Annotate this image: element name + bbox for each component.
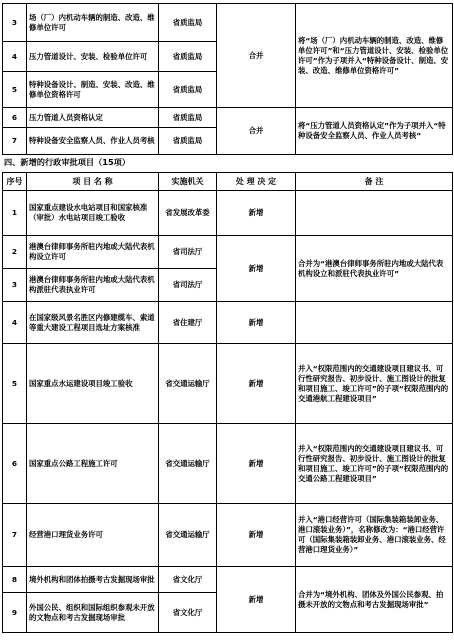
row-number: 3 (3, 269, 27, 302)
table-row (3, 344, 453, 424)
remarks: 合并为“港澳台律师事务所驻内地或大陆代表机构设立和派驻代表执业许可” (296, 236, 453, 302)
item-name: 港澳台律师事务所驻内地或大陆代表机构设立许可 (27, 236, 159, 269)
row-number: 7 (3, 504, 27, 567)
implementing-agency: 省文化厅 (159, 567, 217, 593)
decision: 新增 (217, 424, 296, 504)
header-row (3, 173, 453, 191)
item-name: 国家重点公路工程施工许可 (27, 424, 159, 504)
item-name: 压力管道设计、安装、检验单位许可 (27, 42, 159, 72)
implementing-agency: 省司法厅 (159, 236, 217, 269)
row-number: 5 (3, 344, 27, 424)
decision: 新增 (217, 344, 296, 424)
remarks: 将“压力管道人员资格认定”作为子项并入“特种设备安全监察人员、作业人员考核” (296, 108, 453, 155)
row-number: 2 (3, 236, 27, 269)
new-items-table (2, 172, 453, 633)
item-name: 港澳台律师事务所驻内地或大陆代表机构派驻代表执业许可 (27, 269, 159, 302)
header-decision: 处 理 决 定 (217, 173, 296, 191)
implementing-agency: 省发展改革委 (159, 191, 217, 236)
remarks: 并入“港口经营许可（国际集装箱装卸业务、港口滚装业务）”，名称修改为：“港口经营许可（国际集装箱装卸业务、港口滚装业务、经营港口理货业务）” (296, 504, 453, 567)
row-number: 8 (3, 567, 27, 593)
item-name: 特种设备设计、制造、安装、改造、维修单位资格许可 (27, 72, 159, 108)
decision: 新增 (217, 567, 296, 633)
implementing-agency: 省文化厅 (159, 593, 217, 633)
implementing-agency: 省质监局 (159, 4, 217, 42)
decision: 新增 (217, 191, 296, 236)
table-row (3, 302, 453, 344)
row-number: 6 (3, 108, 27, 128)
implementing-agency: 省交通运输厅 (159, 424, 217, 504)
table-row (3, 191, 453, 236)
implementing-agency: 省交通运输厅 (159, 344, 217, 424)
item-name: 外国公民、组织和国际组织参观未开放的文物点和考古发掘现场审批 (27, 593, 159, 633)
header-number: 序号 (3, 173, 27, 191)
remarks (296, 191, 453, 236)
table-row (3, 567, 453, 593)
implementing-agency: 省交通运输厅 (159, 504, 217, 567)
decision: 合并 (217, 4, 296, 108)
remarks: 将“场（厂）内机动车辆的制造、改造、维修单位许可”和“压力管道设计、安装、检验单位许可”作为子项并入“特种设备设计、制造、安装、改造、维修单位资格许可” (296, 4, 453, 108)
previous-items-table (2, 3, 453, 155)
remarks: 合并为“境外机构、团体及外国公民参观、拍摄未开放的文物点和考古发掘现场审批” (296, 567, 453, 633)
row-number: 4 (3, 302, 27, 344)
remarks (296, 302, 453, 344)
table-row (3, 424, 453, 504)
table-row (3, 504, 453, 567)
row-number: 5 (3, 72, 27, 108)
decision: 新增 (217, 302, 296, 344)
implementing-agency: 省质监局 (159, 72, 217, 108)
implementing-agency: 省住建厅 (159, 302, 217, 344)
item-name: 特种设备安全监察人员、作业人员考核 (27, 128, 159, 155)
implementing-agency: 省质监局 (159, 108, 217, 128)
table-row (3, 236, 453, 269)
implementing-agency: 省质监局 (159, 42, 217, 72)
table-row (3, 108, 453, 128)
decision: 合并 (217, 108, 296, 155)
implementing-agency: 省质监局 (159, 128, 217, 155)
row-number: 4 (3, 42, 27, 72)
remarks: 并入“权限范围内的交通建设项目建议书、可行性研究报告、初步设计、施工图设计的批复和项目施工、竣工许可”的子项“权限范围内的交通港航工程建设项目” (296, 344, 453, 424)
table-row (3, 4, 453, 42)
header-item-name: 项 目 名 称 (27, 173, 159, 191)
row-number: 7 (3, 128, 27, 155)
item-name: 在国家级风景名胜区内修建缆车、索道等重大建设工程项目选址方案核准 (27, 302, 159, 344)
header-agency: 实施机关 (159, 173, 217, 191)
remarks: 并入“权限范围内的交通建设项目建议书、可行性研究报告、初步设计、施工图设计的批复和项目施工、竣工许可”的子项“权限范围内的交通公路工程建设项目” (296, 424, 453, 504)
item-name: 压力管道人员资格认定 (27, 108, 159, 128)
row-number: 3 (3, 4, 27, 42)
decision: 新增 (217, 504, 296, 567)
section-title: 四、新增的行政审批项目（15项） (4, 157, 131, 167)
row-number: 9 (3, 593, 27, 633)
header-remarks: 备 注 (296, 173, 453, 191)
implementing-agency: 省司法厅 (159, 269, 217, 302)
item-name: 国家重点水运建设项目竣工验收 (27, 344, 159, 424)
item-name: 国家重点建设水电站项目和国家核准（审批）水电站项目竣工验收 (27, 191, 159, 236)
row-number: 6 (3, 424, 27, 504)
row-number: 1 (3, 191, 27, 236)
item-name: 经营港口理货业务许可 (27, 504, 159, 567)
decision: 新增 (217, 236, 296, 302)
item-name: 场（厂）内机动车辆的制造、改造、维修单位许可 (27, 4, 159, 42)
item-name: 境外机构和团体拍摄考古发掘现场审批 (27, 567, 159, 593)
